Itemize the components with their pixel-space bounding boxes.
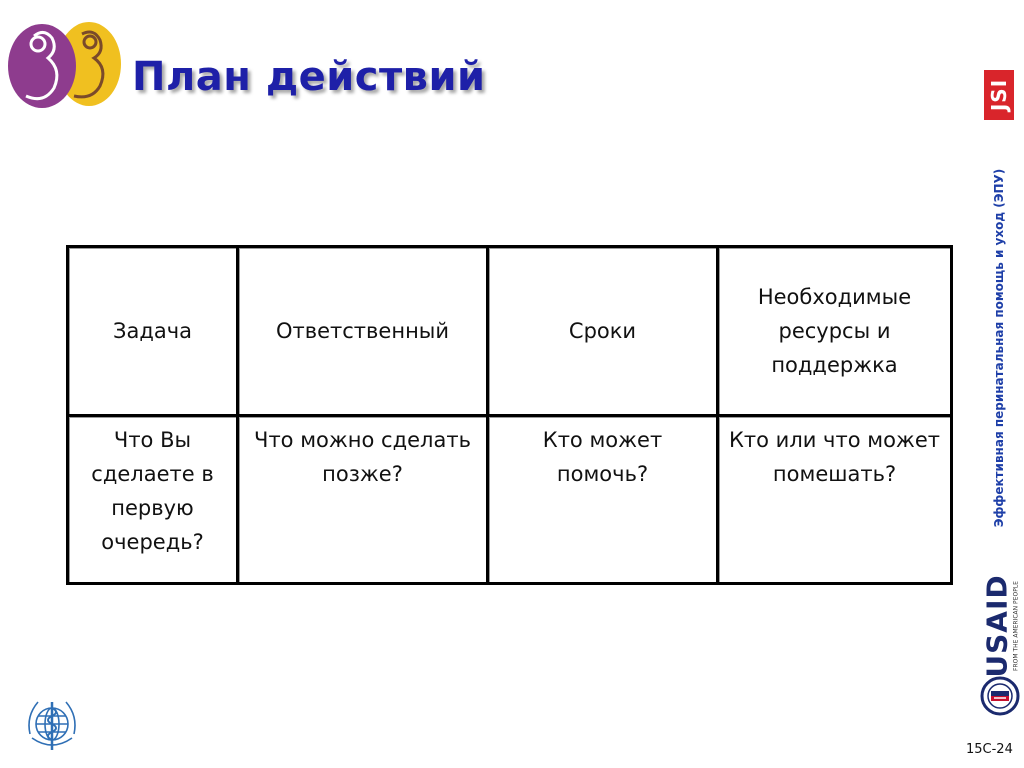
- cell-responsible: Что можно сделать позже?: [238, 416, 488, 584]
- jsi-logo-text: JSI: [987, 78, 1012, 112]
- jsi-logo: [984, 70, 1014, 120]
- usaid-tagline: FROM THE AMERICAN PEOPLE: [1012, 581, 1020, 671]
- mother-baby-logo: [4, 14, 124, 110]
- header-task: Задача: [68, 247, 238, 416]
- side-caption-text: Эффективная перинатальная помощь и уход (ЭПУ): [992, 168, 1006, 528]
- usaid-logo: [980, 574, 1020, 678]
- cell-deadline: Кто может помочь?: [488, 416, 718, 584]
- cell-task: Что Вы сделаете в первую очередь?: [68, 416, 238, 584]
- slide-title: План действий: [132, 54, 486, 100]
- table-row: [68, 416, 952, 584]
- header-deadline: Сроки: [488, 247, 718, 416]
- usaid-seal-icon: [980, 676, 1020, 716]
- table-header-row: [68, 247, 952, 416]
- cell-resources: Кто или что может помешать?: [718, 416, 952, 584]
- usaid-logo-text: USAID: [980, 574, 1014, 678]
- action-plan-table: [66, 245, 953, 585]
- who-emblem-icon: [20, 694, 84, 758]
- header-responsible: Ответственный: [238, 247, 488, 416]
- slide-number: 15C-24: [966, 742, 1013, 757]
- header-resources: Необходимые ресурсы и поддержка: [718, 247, 952, 416]
